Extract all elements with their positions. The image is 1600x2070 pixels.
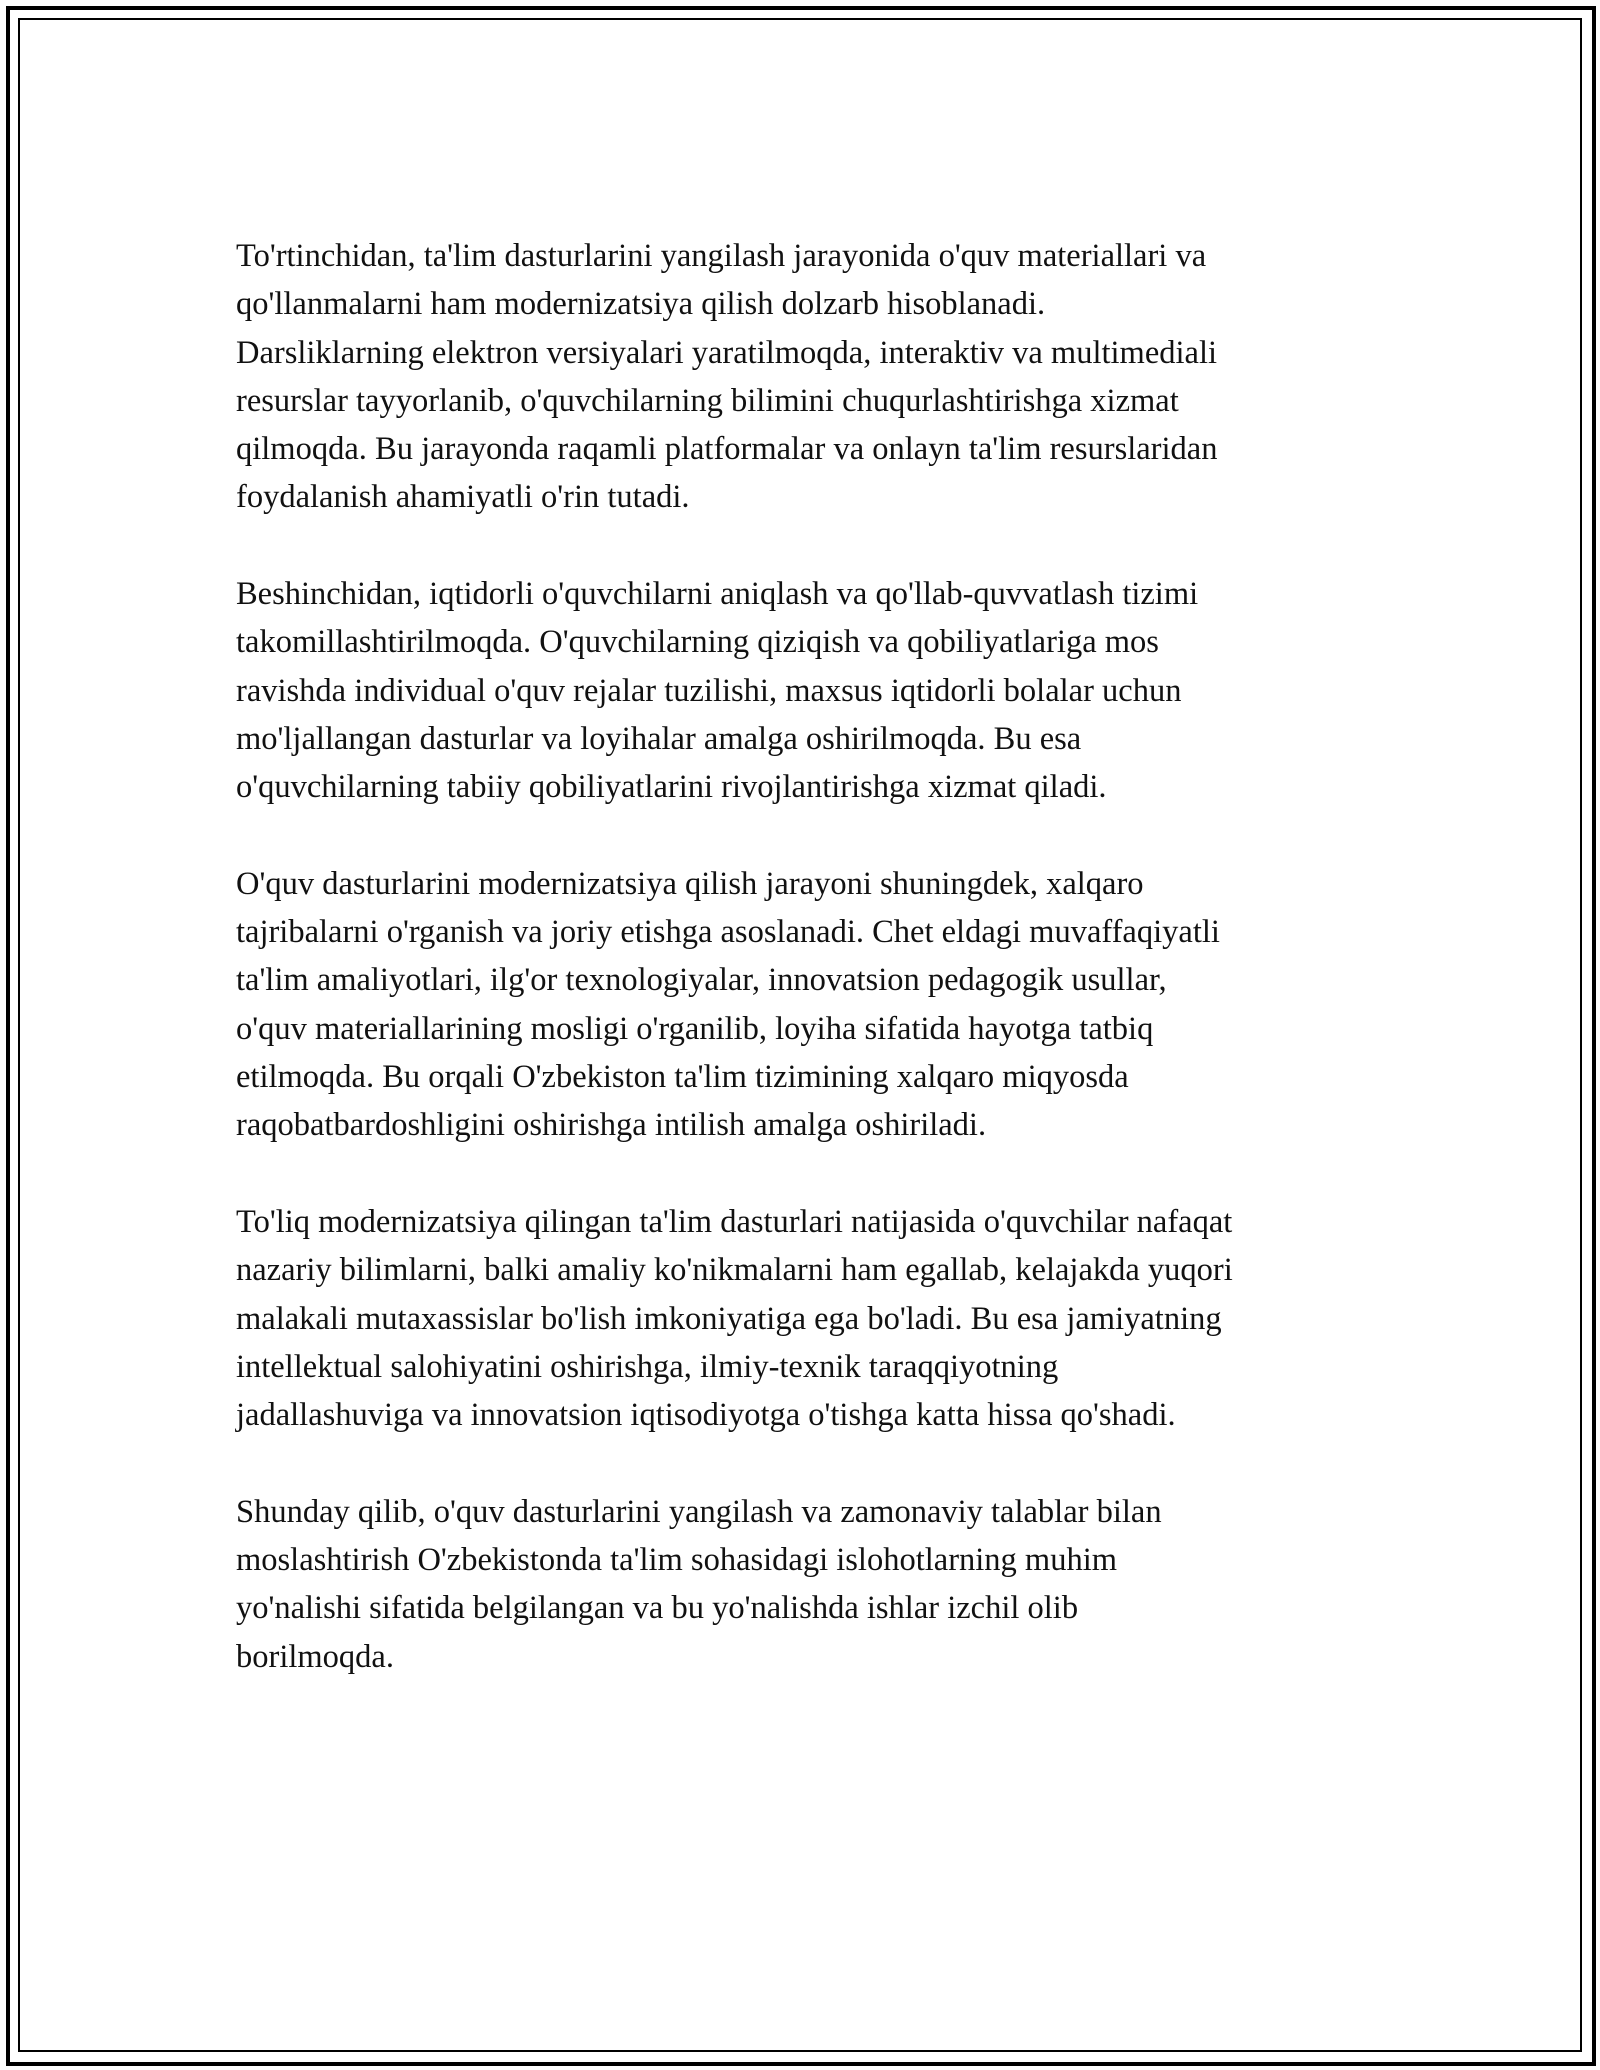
paragraph-2: Beshinchidan, iqtidorli o'quvchilarni aniqlash va qo'llab-quvvatlash tizimi takomillashtirilmoqda. O'quvchilarning qiziqish va qobiliyatlariga mos ravishda individual o'quv rejalar tuzilishi, maxsus iqtidorli bolalar uchun mo'ljallangan dasturlar va loyihalar amalga oshirilmoqda. Bu esa o'quvchilarning tabiiy qobiliyatlarini rivojlantirishga xizmat qiladi.	[236, 576, 1199, 806]
paragraph-4: To'liq modernizatsiya qilingan ta'lim dasturlari natijasida o'quvchilar nafaqat nazariy bilimlarni, balki amaliy ko'nikmalarni ham egallab, kelajakda yuqori malakali mutaxassislar bo'lish imkoniyatiga ega bo'ladi. Bu esa jamiyatning intellektual salohiyatini oshirishga, ilmiy-texnik taraqqiyotning jadallashuviga va innovatsion iqtisodiyotga o'tishga katta hissa qo'shadi.	[236, 1203, 1233, 1434]
document-body	[236, 232, 1392, 1729]
paragraph-1: To'rtinchidan, ta'lim dasturlarini yangilash jarayonida o'quv materiallari va qo'llanmalarni ham modernizatsiya qilish dolzarb hisoblanadi. Darsliklarning elektron versiyalari yaratilmoqda, interaktiv va multimediali resurslar tayyorlanib, o'quvchilarning bilimini chuqurlashtirishga xizmat qilmoqda. Bu jarayonda raqamli platformalar va onlayn ta'lim resurslaridan foydalanish ahamiyatli o'rin tutadi.	[236, 238, 1218, 516]
paragraph-3: O'quv dasturlarini modernizatsiya qilish jarayoni shuningdek, xalqaro tajribalarni o'rganish va joriy etishga asoslanadi. Chet eldagi muvaffaqiyatli ta'lim amaliyotlari, ilg'or texnologiyalar, innovatsion pedagogik usullar, o'quv materiallarining mosligi o'rganilib, loyiha sifatida hayotga tatbiq etilmoqda. Bu orqali O'zbekiston ta'lim tizimining xalqaro miqyosda raqobatbardoshligini oshirishga intilish amalga oshiriladi.	[236, 865, 1220, 1144]
paragraph-5: Shunday qilib, o'quv dasturlarini yangilash va zamonaviy talablar bilan moslashtirish O'zbekistonda ta'lim sohasidagi islohotlarning muhim yo'nalishi sifatida belgilangan va bu yo'nalishda ishlar izchil olib borilmoqda.	[236, 1493, 1162, 1675]
